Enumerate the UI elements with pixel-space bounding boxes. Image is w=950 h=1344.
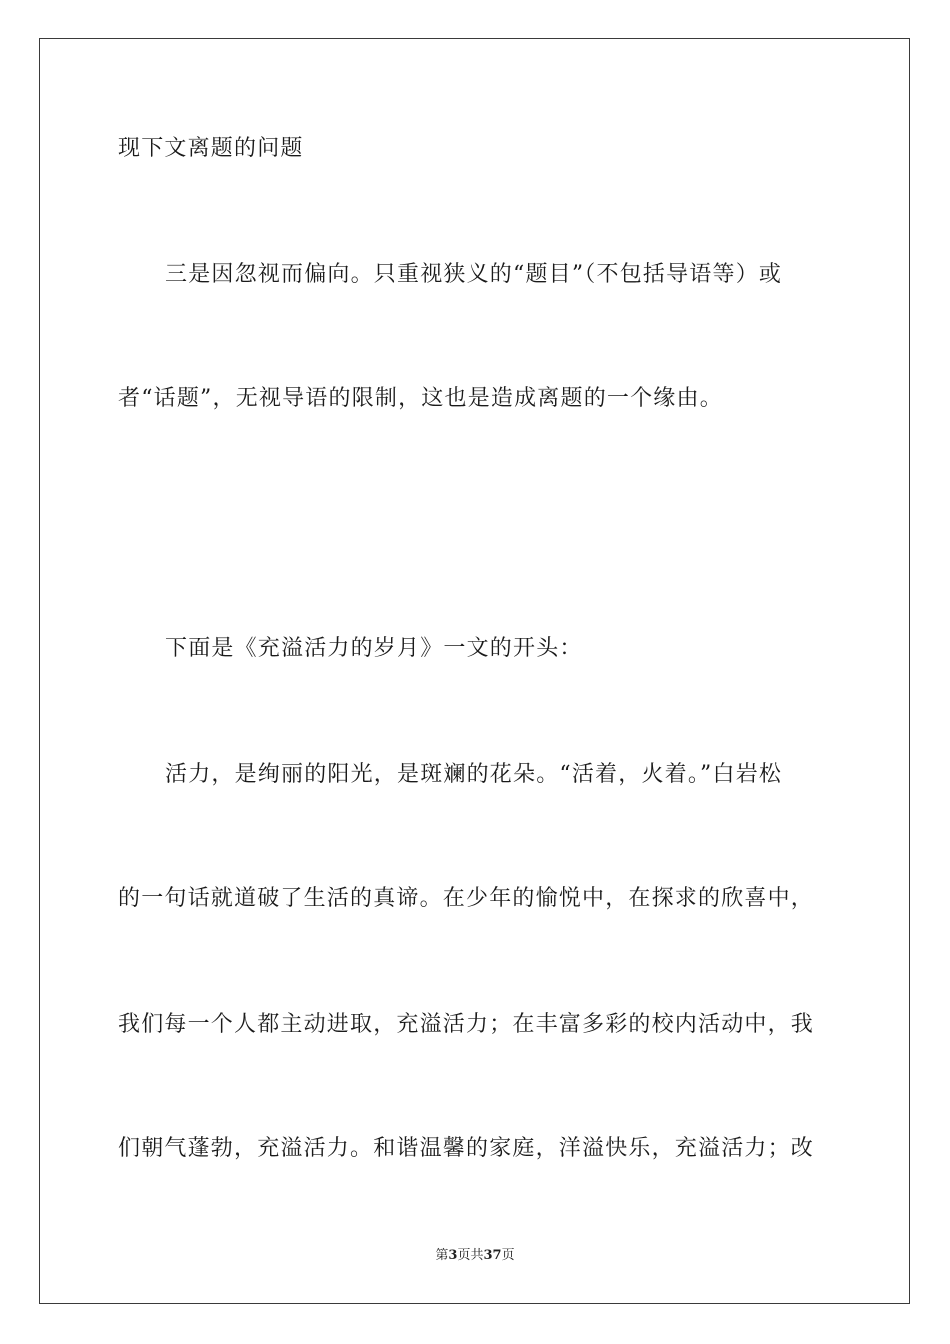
page-number: 3 bbox=[448, 1248, 458, 1263]
text-line-1: 现下文离题的问题 bbox=[118, 136, 304, 161]
text-line-3: 者“话题”，无视导语的限制，这也是造成离题的一个缘由。 bbox=[118, 386, 723, 411]
total-prefix: 共 bbox=[470, 1248, 484, 1263]
page-footer bbox=[0, 1247, 950, 1265]
text-line-2: 三是因忽视而偏向。只重视狭义的“题目”（不包括导语等）或 bbox=[165, 262, 783, 287]
text-line-8: 们朝气蓬勃，充溢活力。和谐温馨的家庭，洋溢快乐，充溢活力；改 bbox=[118, 1136, 815, 1161]
page-suffix: 页 bbox=[457, 1248, 471, 1263]
text-line-5: 活力，是绚丽的阳光，是斑斓的花朵。“活着，火着。”白岩松 bbox=[165, 762, 783, 787]
text-line-4: 下面是《充溢活力的岁月》一文的开头： bbox=[165, 636, 583, 661]
text-line-7: 我们每一个人都主动进取，充溢活力；在丰富多彩的校内活动中，我 bbox=[118, 1012, 815, 1037]
page-prefix: 第 bbox=[435, 1248, 449, 1263]
text-line-6: 的一句话就道破了生活的真谛。在少年的愉悦中，在探求的欣喜中， bbox=[118, 886, 815, 911]
total-suffix: 页 bbox=[501, 1248, 515, 1263]
page-border bbox=[39, 38, 910, 1304]
total-pages: 37 bbox=[483, 1248, 502, 1263]
